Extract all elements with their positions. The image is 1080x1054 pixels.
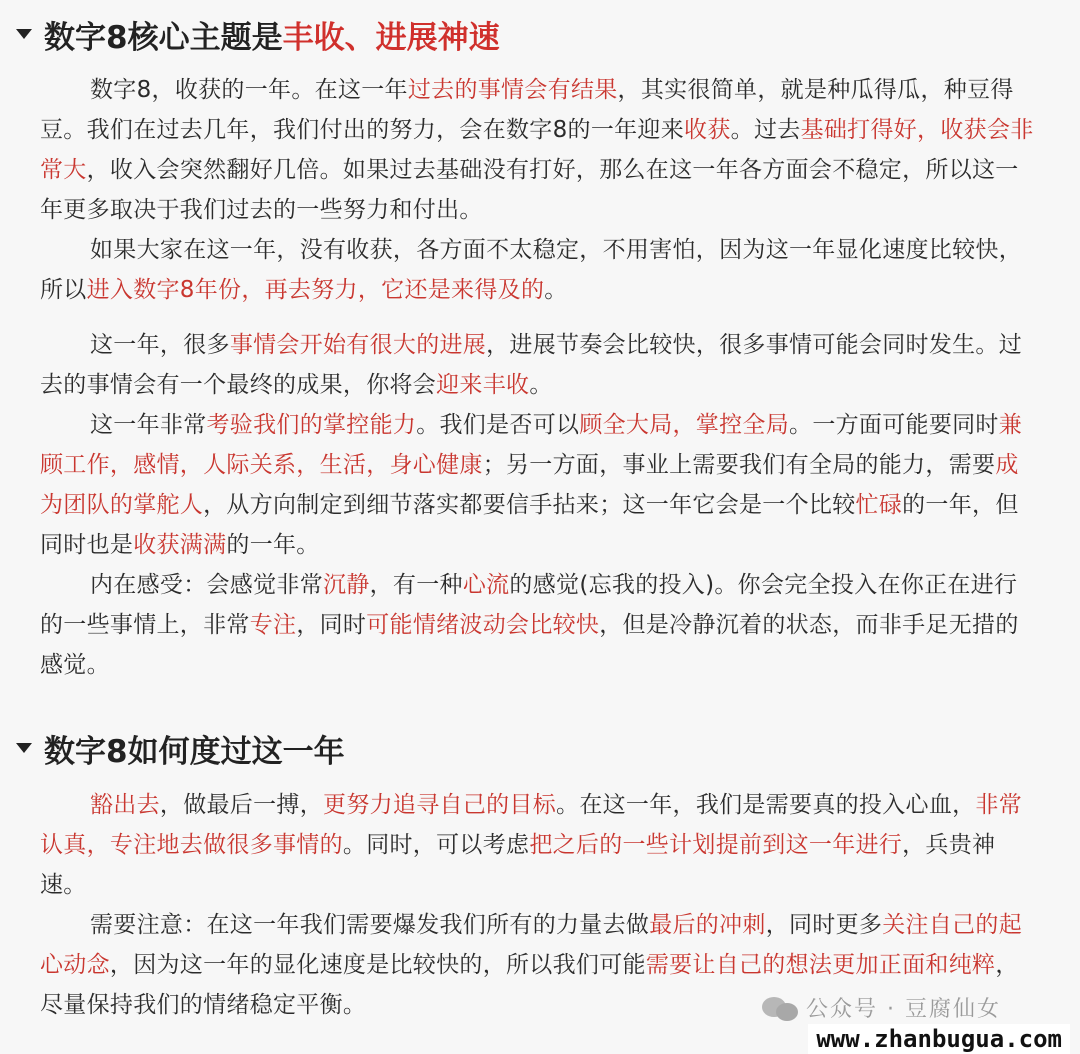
highlight-span: 可能情绪波动会比较快	[366, 612, 600, 638]
text-span: ，兵贵神速。	[40, 832, 996, 898]
highlight-span: 收获满满	[133, 532, 227, 558]
text-span: ，但是冷静沉着的状态，而非手足无措的感觉。	[40, 612, 1019, 678]
highlight-span: 迎来丰收	[436, 372, 530, 398]
text-span: 。	[529, 372, 553, 398]
text-span: 的一年，但同时也是	[40, 492, 1019, 558]
highlight-span: 最后的冲刺	[649, 912, 766, 938]
highlight-span: 兼顾工作，感情，人际关系，生活，身心健康	[40, 412, 1023, 478]
text-span: 如果大家在这一年，没有收获，各方面不太稳定，不用害怕，因为这一年显化速度比较快，所以	[40, 237, 1022, 303]
highlight-span: 更努力追寻自己的目标	[323, 792, 557, 818]
highlight-span: 专注	[249, 612, 297, 638]
text-span: 这一年，很多	[90, 332, 230, 358]
collapse-triangle-icon[interactable]	[16, 29, 32, 39]
highlight-span: 心流	[462, 572, 510, 598]
text-span: ，收入会突然翻好几倍。如果过去基础没有打好，那么在这一年各方面会不稳定，所以这一年更多取决于我们过去的一些努力和付出。	[40, 157, 1019, 223]
text-span: 。我们是否可以	[416, 412, 580, 438]
text-span: ，尽量保持我们的情绪稳定平衡。	[40, 952, 1019, 1018]
text-span: ；另一方面，事业上需要我们有全局的能力，需要	[482, 452, 996, 478]
section-how-to-spend	[0, 723, 1080, 773]
text-span: 这一年非常	[90, 412, 207, 438]
highlight-span: 基础打得好，收获会非常大	[40, 117, 1034, 183]
highlight-span: 豁出去	[90, 792, 160, 818]
paragraph-go-all-out	[40, 785, 1040, 905]
text-span: 。一方面可能要同时	[789, 412, 999, 438]
site-url: www.zhanbugua.com	[808, 1024, 1070, 1054]
highlight-span: 考验我们的掌控能力	[206, 412, 417, 438]
text-span: 的感觉(忘我的投入)。你会完全投入在你正在进行的一些事情上，非常	[40, 572, 1018, 638]
text-span: ，有一种	[369, 572, 463, 598]
highlight-span: 把之后的一些计划提前到这一年进行	[529, 832, 903, 858]
paragraph-harvest	[40, 70, 1040, 230]
section-core-theme	[0, 9, 1080, 59]
highlight-span: 需要让自己的想法更加正面和纯粹	[645, 952, 996, 978]
text-span: ，同时	[296, 612, 367, 638]
paragraph-no-harvest	[40, 230, 1040, 310]
text-span: 需要注意：在这一年我们需要爆发我们所有的力量去做	[90, 912, 650, 938]
highlight-span: 进入数字8年份，再去努力，它还是来得及的	[86, 277, 545, 303]
text-span: 。在这一年，我们是需要真的投入心血，	[556, 792, 976, 818]
watermark-text: 公众号 · 豆腐仙女	[806, 997, 1001, 1022]
heading-text: 数字8如何度过这一年	[44, 733, 345, 770]
heading-text: 数字8核心主题是	[44, 19, 283, 56]
text-span: 。同时，可以考虑	[342, 832, 530, 858]
paragraph-progress	[40, 325, 1040, 405]
text-span: 。过去	[730, 117, 801, 143]
section-heading-core-theme[interactable]	[0, 9, 1080, 59]
highlight-span: 顾全大局，掌控全局	[579, 412, 790, 438]
text-span: 内在感受：会感觉非常	[90, 572, 323, 598]
text-span: 数字8，收获的一年。在这一年	[90, 77, 408, 103]
highlight-span: 非常认真，专注地去做很多事情的	[40, 792, 1023, 858]
text-span: ，做最后一搏，	[159, 792, 324, 818]
wechat-icon	[762, 993, 800, 1023]
paragraph-inner-feeling	[40, 565, 1040, 685]
highlight-span: 收获	[684, 117, 731, 143]
highlight-span: 过去的事情会有结果	[407, 77, 618, 103]
highlight-span: 成为团队的掌舵人	[40, 452, 1019, 518]
highlight-span: 忙碌	[855, 492, 903, 518]
text-span: ，因为这一年的显化速度是比较快的，所以我们可能	[109, 952, 646, 978]
text-span: 的一年。	[226, 532, 320, 558]
text-span: ，同时更多	[765, 912, 883, 938]
paragraph-control	[40, 405, 1040, 565]
text-span: ，进展节奏会比较快，很多事情可能会同时发生。过去的事情会有一个最终的成果，你将会	[40, 332, 1023, 398]
section-heading-how-to-spend[interactable]	[0, 723, 1080, 773]
collapse-triangle-icon[interactable]	[16, 743, 32, 753]
text-span: ，从方向制定到细节落实都要信手拈来；这一年它会是一个比较	[203, 492, 856, 518]
watermark	[762, 992, 1001, 1023]
text-span: ，其实很简单，就是种瓜得瓜，种豆得豆。我们在过去几年，我们付出的努力，会在数字8的一年迎来	[40, 77, 1014, 143]
heading-highlight: 丰收、进展神速	[282, 19, 500, 56]
highlight-span: 关注自己的起心动念	[40, 912, 1023, 978]
highlight-span: 沉静	[323, 572, 370, 598]
text-span: 。	[544, 277, 568, 303]
highlight-span: 事情会开始有很大的进展	[229, 332, 487, 358]
